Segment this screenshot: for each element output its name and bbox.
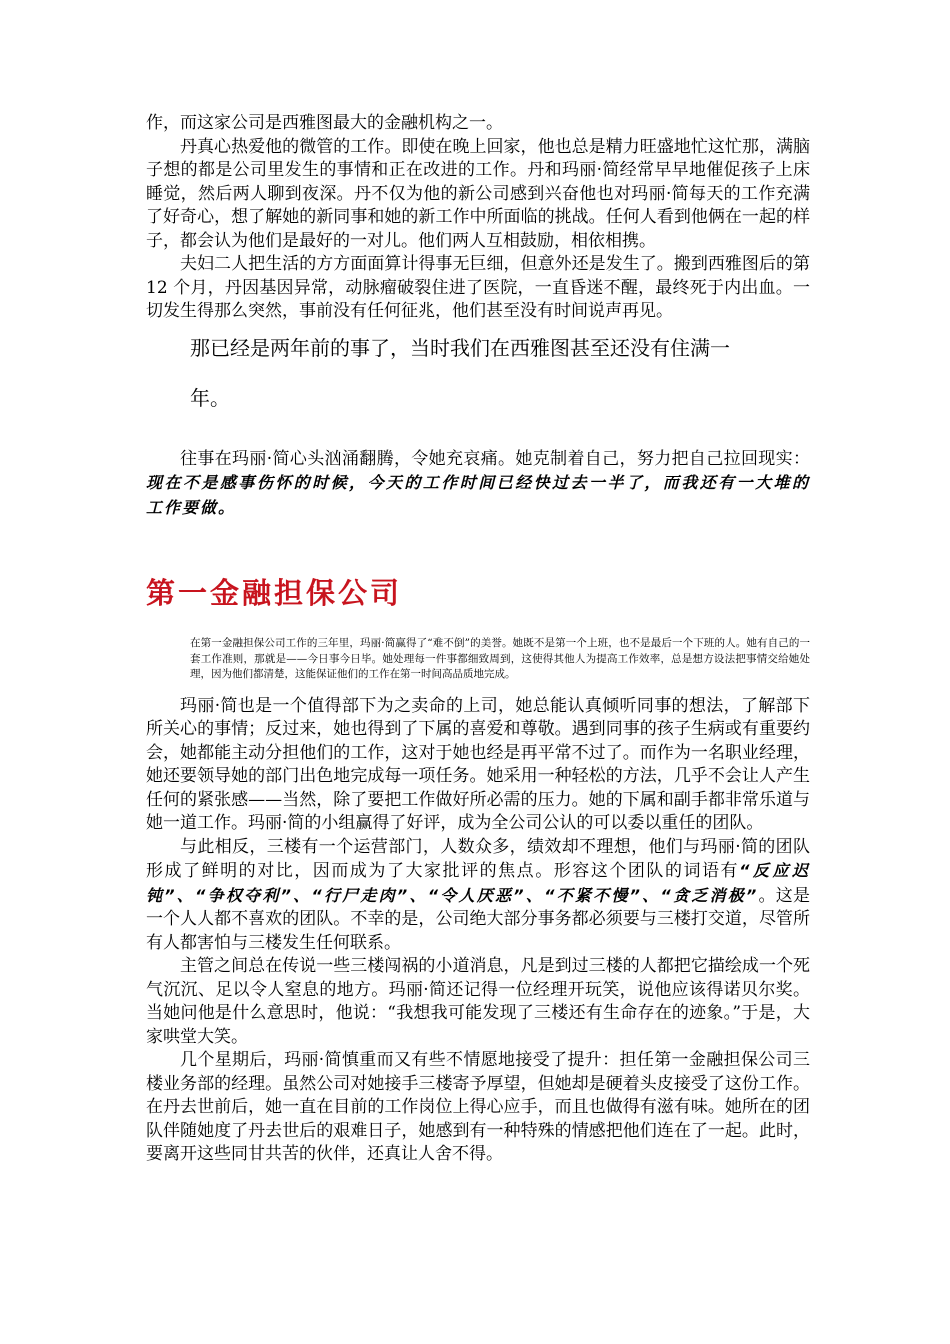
- paragraph-7: 主管之间总在传说一些三楼闯祸的小道消息，凡是到过三楼的人都把它描绘成一个死气沉沉、足以令人窒息的地方。玛丽·简还记得一位经理开玩笑，说他应该得诺贝尔奖。当她问他是什么意思时，他说：“我想我可能发现了三楼还有生命存在的迹象。”于是，大家哄堂大笑。: [146, 956, 810, 1047]
- paragraph-6-emphasis: “反应迟钝”、“争权夺利”、“行尸走肉”、“令人厌恶”、“不紧不慢”、“贪乏消极”: [146, 861, 811, 905]
- paragraph-4-lead: 往事在玛丽·简心头汹涌翻腾，令她充哀痛。她克制着自己，努力把自己拉回现实：: [180, 448, 810, 469]
- section-title: 第一金融担保公司: [146, 576, 403, 610]
- quote-line-1: 那已经是两年前的事了，当时我们在西雅图甚至还没有住满一: [190, 335, 730, 360]
- quote-line-2: 年。: [190, 385, 230, 410]
- document-page: [146, 112, 810, 1167]
- paragraph-4: [146, 448, 810, 521]
- paragraph-8: 几个星期后，玛丽·简慎重而又有些不情愿地接受了提升：担任第一金融担保公司三楼业务部的经理。虽然公司对她接手三楼寄予厚望，但她却是硬着头皮接受了这份工作。在丹去世前后，她一直在目前的工作岗位上得心应手，而且也做得有滋有味。她所在的团队伴随她度了丹去世后的艰难日子，她感到有一种特殊的情感把他们连在了一起。此时，要离开这些同甘共苦的伙伴，还真让人舍不得。: [146, 1050, 810, 1164]
- paragraph-5: 玛丽·简也是一个值得部下为之卖命的上司，她总能认真倾听同事的想法，了解部下所关心的事情；反过来，她也得到了下属的喜爱和尊敬。遇到同事的孩子生病或有重要约会，她都能主动分担他们的工作，这对于她也经是再平常不过了。而作为一名职业经理，她还要领导她的部门出色地完成每一项任务。她采用一种轻松的方法，几乎不会让人产生任何的紧张感——当然，除了要把工作做好所必需的压力。她的下属和副手都非常乐道与她一道工作。玛丽·简的小组赢得了好评，成为全公司公认的可以委以重任的团队。: [146, 695, 810, 833]
- paragraph-3: 夫妇二人把生活的方方面面算计得事无巨细，但意外还是发生了。搬到西雅图后的第 12 个月，丹因基因异常，动脉瘤破裂住进了医院，一直昏迷不醒，最终死于内出血。一切发生得那么突然，事前没有任何征兆，他们甚至没有时间说声再见。: [146, 254, 810, 321]
- paragraph-2: 丹真心热爱他的微管的工作。即使在晚上回家，他也总是精力旺盛地忙这忙那，满脑子想的都是公司里发生的事情和正在改进的工作。丹和玛丽·简经常早早地催促孩子上床睡觉，然后两人聊到夜深。丹不仅为他的新公司感到兴奋他也对玛丽·简每天的工作充满了好奇心，想了解她的新同事和她的新工作中所面临的挑战。任何人看到他俩在一起的样子，都会认为他们是最好的一对儿。他们两人互相鼓励，相依相携。: [146, 136, 810, 251]
- paragraph-6-tail: 。这是一个人人都不喜欢的团队。不幸的是，公司绝大部分事务都必须要与三楼打交道，尽管所有人都害怕与三楼发生任何联系。: [146, 885, 811, 953]
- paragraph-6: [146, 836, 810, 956]
- paragraph-6-lead: 与此相反，三楼有一个运营部门，人数众多，绩效却不理想，他们与玛丽·简的团队形成了鲜明的对比，因而成为了大家批评的焦点。形容这个团队的词语有: [146, 836, 810, 881]
- section-intro: 在第一金融担保公司工作的三年里，玛丽·简赢得了“难不倒”的美誉。她既不是第一个上班，也不是最后一个下班的人。她有自己的一套工作准则，那就是——今日事今日毕。她处理每一件事都细致周到，这使得其他人为提高工作效率，总是想方设法把事情交给她处理，因为他们都清楚，这能保证他们的工作在第一时间高品质地完成。: [190, 637, 810, 680]
- paragraph-1: 作，而这家公司是西雅图最大的金融机构之一。: [146, 113, 503, 133]
- paragraph-4-emphasis: 现在不是感事伤怀的时候，今天的工作时间已经快过去一半了，而我还有一大堆的工作要做。: [146, 473, 810, 517]
